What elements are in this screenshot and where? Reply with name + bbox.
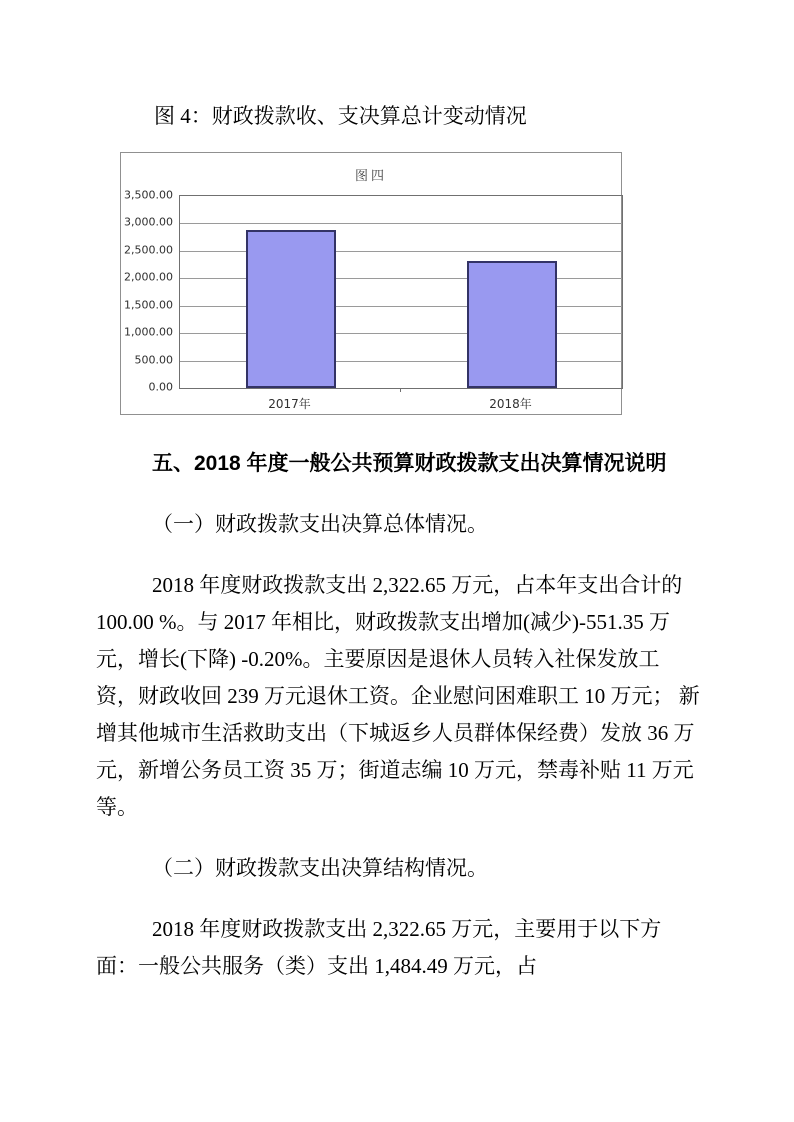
y-axis-labels	[121, 188, 175, 394]
page-content	[96, 0, 700, 1009]
paragraph-2: 2018 年度财政拨款支出 2,322.65 万元，主要用于以下方面：一般公共服务（类）支出 1,484.49 万元，占	[96, 917, 662, 978]
x-tick-label: 2017年	[268, 397, 311, 411]
subsection-1-title: （一）财政拨款支出决算总体情况。	[152, 512, 488, 536]
y-tick-label: 500.00	[134, 353, 173, 367]
figure-4-chart	[120, 152, 622, 415]
y-tick-label: 3,000.00	[124, 215, 173, 229]
x-tick-label: 2018年	[489, 397, 532, 411]
paragraph-1: 2018 年度财政拨款支出 2,322.65 万元，占本年支出合计的 100.00 %。与 2017 年相比，财政拨款支出增加(减少)-551.35 万元，增长(下降) -0.20%。主要原因是退休人员转入社保发放工资，财政收回 239 万元退休工资。企业慰问困难职工 10 万元； 新增其他城市生活救助支出（下城返乡人员群体保经费）发放 36 万元，新增公务员工资 35 万；街道志编 10 万元，禁毒补贴 11 万元等。	[96, 573, 700, 819]
gridline	[180, 223, 622, 224]
bar-2018年	[467, 261, 557, 388]
y-tick-label: 3,500.00	[124, 188, 173, 202]
y-tick-label: 2,000.00	[124, 270, 173, 284]
y-tick-label: 1,500.00	[124, 298, 173, 312]
plot-area	[179, 195, 623, 389]
section-heading: 五、2018 年度一般公共预算财政拨款支出决算情况说明	[152, 452, 667, 475]
x-axis-tick	[400, 388, 401, 392]
x-axis-labels	[179, 395, 621, 413]
y-tick-label: 0.00	[148, 380, 173, 394]
chart-title: 图四	[354, 169, 387, 184]
figure-caption: 图 4：财政拨款收、支决算总计变动情况	[154, 104, 527, 128]
bar-2017年	[246, 230, 336, 388]
subsection-2-title: （二）财政拨款支出决算结构情况。	[152, 856, 488, 880]
y-tick-label: 2,500.00	[124, 243, 173, 257]
y-tick-label: 1,000.00	[124, 325, 173, 339]
